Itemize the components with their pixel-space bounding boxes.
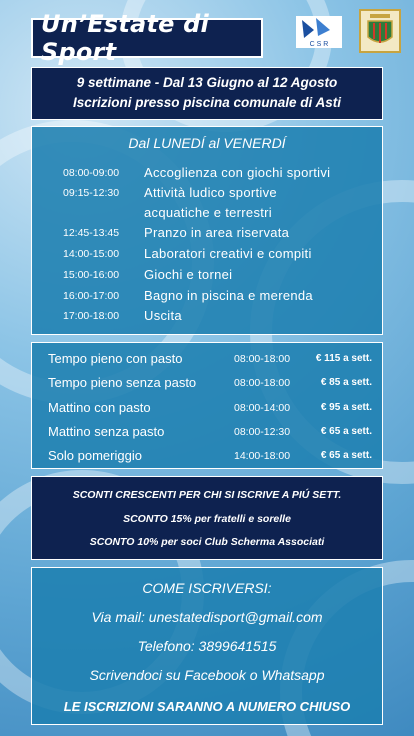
- schedule-activity-continued: acquatiche e terrestri: [144, 205, 272, 220]
- schedule-activity: Laboratori creativi e compiti: [144, 246, 312, 261]
- schedule-time: 15:00-16:00: [63, 269, 120, 281]
- location-line: Iscrizioni presso piscina comunale di Asti: [72, 95, 342, 110]
- club-shield-icon: [359, 9, 401, 53]
- price-row: [32, 398, 382, 418]
- price-plan-hours: 08:00-12:30: [234, 426, 291, 438]
- csr-logo-text: C S R: [309, 41, 329, 48]
- price-plan-hours: 14:00-18:00: [234, 450, 291, 462]
- schedule-time: 16:00-17:00: [63, 290, 120, 302]
- schedule-activity: Attività ludico sportive: [144, 185, 277, 200]
- price-plan-name: Tempo pieno senza pasto: [48, 375, 197, 390]
- csr-logo-icon: [296, 16, 342, 48]
- schedule-activity: Accoglienza con giochi sportivi: [144, 165, 331, 180]
- schedule-activity: Giochi e tornei: [144, 267, 233, 282]
- price-row: [32, 349, 382, 369]
- registration-closing-note: LE ISCRIZIONI SARANNO A NUMERO CHIUSO: [63, 699, 351, 714]
- schedule-activity: Pranzo in area riservata: [144, 225, 290, 240]
- price-plan-amount: € 95 a sett.: [320, 402, 372, 413]
- discount-line: SCONTO 10% per soci Club Scherma Associati: [89, 536, 325, 548]
- price-plan-hours: 08:00-18:00: [234, 377, 291, 389]
- schedule-time: 08:00-09:00: [63, 167, 120, 179]
- dates-line: 9 settimane - Dal 13 Giugno al 12 Agosto: [76, 75, 338, 90]
- discounts-panel: [31, 476, 383, 560]
- price-plan-hours: 08:00-14:00: [234, 402, 291, 414]
- schedule-activity: Bagno in piscina e merenda: [144, 288, 313, 303]
- price-plan-name: Mattino con pasto: [48, 400, 151, 415]
- price-list: [31, 342, 383, 469]
- schedule-days: Dal LUNEDÍ al VENERDÍ: [128, 135, 286, 151]
- registration-email[interactable]: Via mail: unestatedisport@gmail.com: [91, 609, 323, 625]
- registration-social: Scrivendoci su Facebook o Whatsapp: [89, 667, 325, 683]
- title-banner: [31, 10, 263, 66]
- dates-banner: [31, 67, 383, 120]
- registration-phone[interactable]: Telefono: 3899641515: [137, 638, 277, 654]
- price-plan-amount: € 65 a sett.: [320, 426, 372, 437]
- registration-panel: [31, 567, 383, 725]
- schedule-time: 12:45-13:45: [63, 227, 120, 239]
- price-row: [32, 422, 382, 442]
- price-plan-amount: € 65 a sett.: [320, 450, 372, 461]
- price-plan-hours: 08:00-18:00: [234, 353, 291, 365]
- price-plan-name: Solo pomeriggio: [48, 448, 142, 463]
- schedule-time: 17:00-18:00: [63, 310, 120, 322]
- discount-line: SCONTI CRESCENTI PER CHI SI ISCRIVE A PIÚ SETT.: [72, 489, 342, 501]
- price-row: [32, 373, 382, 393]
- schedule-activity: Uscita: [144, 308, 182, 323]
- registration-heading: COME ISCRIVERSI:: [142, 580, 272, 596]
- price-plan-amount: € 85 a sett.: [320, 377, 372, 388]
- daily-schedule: [31, 126, 383, 335]
- price-row: [32, 446, 382, 466]
- schedule-time: 14:00-15:00: [63, 248, 120, 260]
- price-plan-name: Tempo pieno con pasto: [48, 351, 183, 366]
- page-title: Un’Estate di Sport: [41, 10, 209, 66]
- price-plan-amount: € 115 a sett.: [315, 353, 372, 364]
- schedule-time: 09:15-12:30: [63, 187, 120, 199]
- price-plan-name: Mattino senza pasto: [48, 424, 165, 439]
- discount-line: SCONTO 15% per fratelli e sorelle: [123, 513, 291, 525]
